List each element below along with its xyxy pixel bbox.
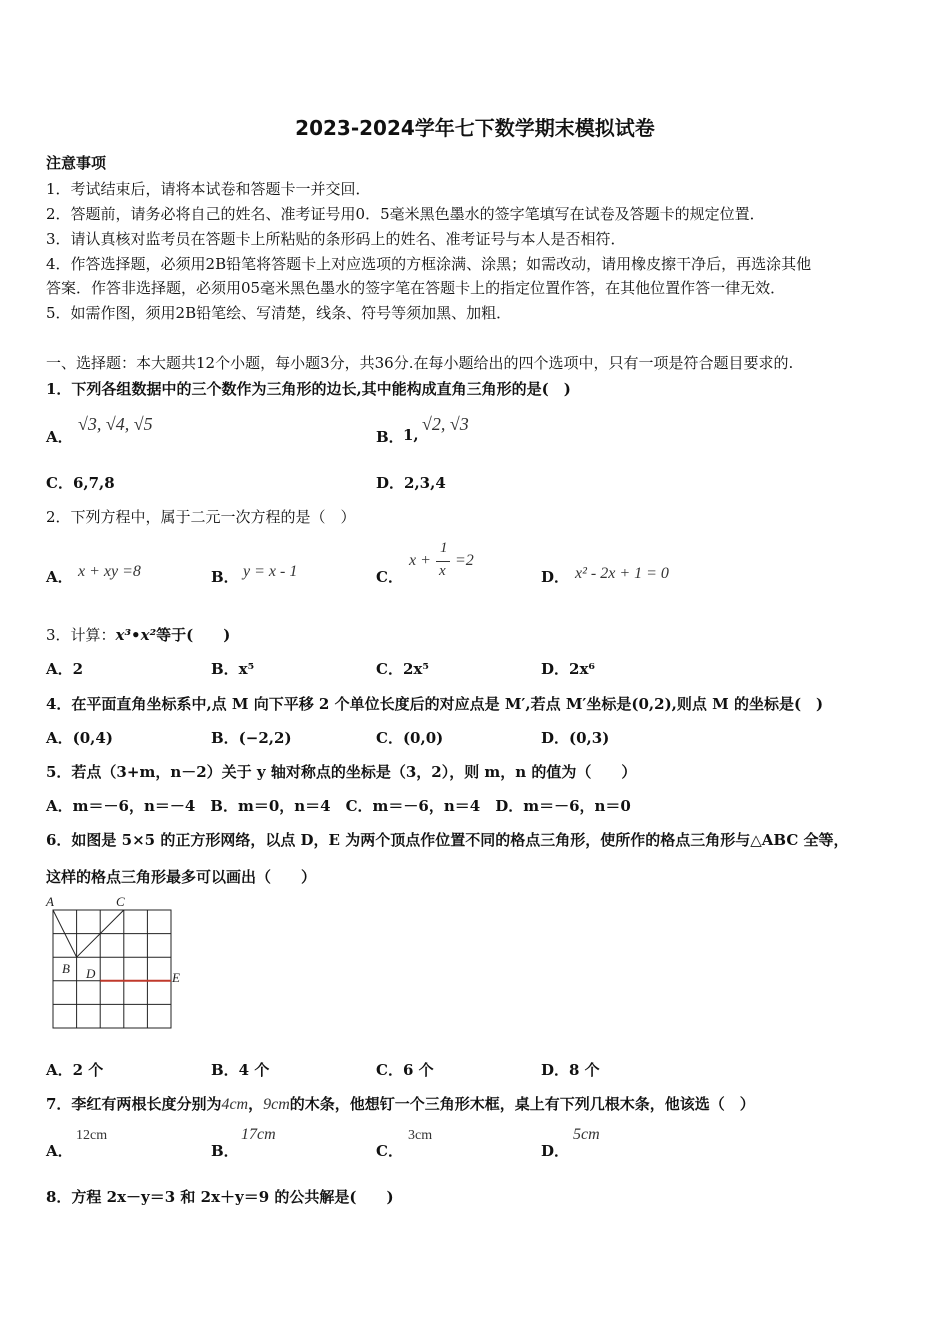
q6-option-a: A．2 个 <box>46 1061 104 1079</box>
q7-stem-lead: 7．李红有两根长度分别为 <box>46 1095 222 1113</box>
q3-option-b: B．x⁵ <box>211 660 255 678</box>
q1-option-b-lead: 1, <box>403 426 419 444</box>
q7-option-a-math: 12cm <box>76 1128 108 1143</box>
page-title: 2023-2024学年七下数学期末模拟试卷 <box>295 116 655 140</box>
label-b: B <box>62 961 70 976</box>
question-6-stem-cont: 这样的格点三角形最多可以画出（ ） <box>46 868 317 886</box>
q4-option-d: D．(0,3) <box>541 729 610 747</box>
q3-option-a: A．2 <box>46 660 84 678</box>
q2-option-c-tail: =2 <box>455 552 474 569</box>
q1-option-c: C．6,7,8 <box>46 474 115 492</box>
q3-stem-tail: 等于( ) <box>156 626 231 644</box>
question-7-stem <box>46 1093 755 1114</box>
q7-option-b-label: B． <box>211 1142 239 1160</box>
q7-option-a-label: A． <box>46 1142 73 1160</box>
q5-options: A．m＝－6，n＝－4 B．m＝0，n＝4 C．m＝－6，n＝4 D．m＝－6，n＝0 <box>46 797 631 815</box>
grid-figure <box>40 892 190 1034</box>
question-1-stem: 1．下列各组数据中的三个数作为三角形的边长,其中能构成直角三角形的是( ) <box>46 380 571 398</box>
q7-option-c-math: 3cm <box>408 1128 433 1143</box>
q6-option-b: B．4 个 <box>211 1061 270 1079</box>
q1-option-b-label: B． <box>376 428 404 446</box>
question-5-stem: 5．若点（3+m，n－2）关于 y 轴对称点的坐标是（3，2），则 m，n 的值为（ ） <box>46 763 637 781</box>
q1-option-d: D．2,3,4 <box>376 474 446 492</box>
notice-item: 5．如需作图，须用2B铅笔绘、写清楚，线条、符号等须加黑、加粗． <box>46 304 512 322</box>
q1-option-a-math: √3, √4, √5 <box>78 414 153 434</box>
fraction-bar <box>436 561 450 562</box>
q1-option-b-math: √2, √3 <box>422 414 469 434</box>
q2-option-c-denominator: x <box>439 563 446 579</box>
label-c: C <box>116 894 125 909</box>
grid-lines <box>53 910 171 1028</box>
notice-heading: 注意事项 <box>46 154 107 172</box>
q4-option-a: A．(0,4) <box>46 729 113 747</box>
q7-option-c-label: C． <box>376 1142 403 1160</box>
q7-option-d-label: D． <box>541 1142 570 1160</box>
question-8-stem: 8．方程 2x－y＝3 和 2x＋y＝9 的公共解是( ) <box>46 1188 394 1206</box>
q6-option-c: C．6 个 <box>376 1061 434 1079</box>
q2-option-b-label: B． <box>211 568 239 586</box>
q2-option-b-math: y = x - 1 <box>243 563 298 580</box>
q4-option-c: C．(0,0) <box>376 729 444 747</box>
q2-option-c-lead: x + <box>409 552 431 569</box>
q2-option-a-math: x + xy =8 <box>78 563 141 580</box>
q7-option-d-math: 5cm <box>573 1126 600 1143</box>
q7-length-2: 9cm <box>263 1096 290 1113</box>
q2-option-d-math: x² - 2x + 1 = 0 <box>575 565 669 582</box>
label-a: A <box>46 894 54 909</box>
q2-option-a-label: A． <box>46 568 73 586</box>
section-heading: 一、选择题：本大题共12个小题，每小题3分，共36分.在每小题给出的四个选项中，只有一项是符合题目要求的. <box>46 354 794 372</box>
q4-option-b: B．(−2,2) <box>211 729 292 747</box>
notice-item: 2．答题前，请务必将自己的姓名、准考证号用0．5毫米黑色墨水的签字笔填写在试卷及答题卡的规定位置． <box>46 205 765 223</box>
notice-item: 1．考试结束后，请将本试卷和答题卡一并交回． <box>46 180 371 198</box>
question-6-stem: 6．如图是 5×5 的正方形网络，以点 D，E 为两个顶点作位置不同的格点三角形，使所作的格点三角形与△ABC 全等， <box>46 831 849 849</box>
label-e: E <box>172 970 180 985</box>
q3-option-d: D．2x⁶ <box>541 660 595 678</box>
q7-option-b-math: 17cm <box>241 1126 276 1143</box>
q6-option-d: D．8 个 <box>541 1061 600 1079</box>
label-d: D <box>86 966 96 981</box>
question-2-stem: 2．下列方程中，属于二元一次方程的是（ ） <box>46 508 356 526</box>
q2-option-c-label: C． <box>376 568 403 586</box>
notice-item: 3．请认真核对监考员在答题卡上所粘贴的条形码上的姓名、准考证号与本人是否相符． <box>46 230 626 248</box>
q3-stem-expr: x³•x² <box>115 626 157 644</box>
q2-option-d-label: D． <box>541 568 570 586</box>
q7-separator: ， <box>248 1095 264 1113</box>
q2-option-c-numerator: 1 <box>440 540 448 556</box>
q7-length-1: 4cm <box>221 1096 249 1113</box>
notice-item: 4．作答选择题，必须用2B铅笔将答题卡上对应选项的方框涂满、涂黑；如需改动，请用橡皮擦干净后，再选涂其他 <box>46 255 812 273</box>
notice-item: 答案．作答非选择题，必须用05毫米黑色墨水的签字笔在答题卡上的指定位置作答，在其他位置作答一律无效． <box>46 279 786 297</box>
q1-option-a-label: A． <box>46 428 73 446</box>
q3-option-c: C．2x⁵ <box>376 660 429 678</box>
question-4-stem: 4．在平面直角坐标系中,点 M 向下平移 2 个单位长度后的对应点是 M′,若点 M′坐标是(0,2),则点 M 的坐标是( ) <box>46 695 824 713</box>
q3-stem-lead: 3．计算： <box>46 626 116 644</box>
question-3-stem <box>46 624 230 645</box>
q7-stem-tail: 的木条，他想钉一个三角形木框，桌上有下列几根木条，他该选（ ） <box>289 1095 755 1113</box>
